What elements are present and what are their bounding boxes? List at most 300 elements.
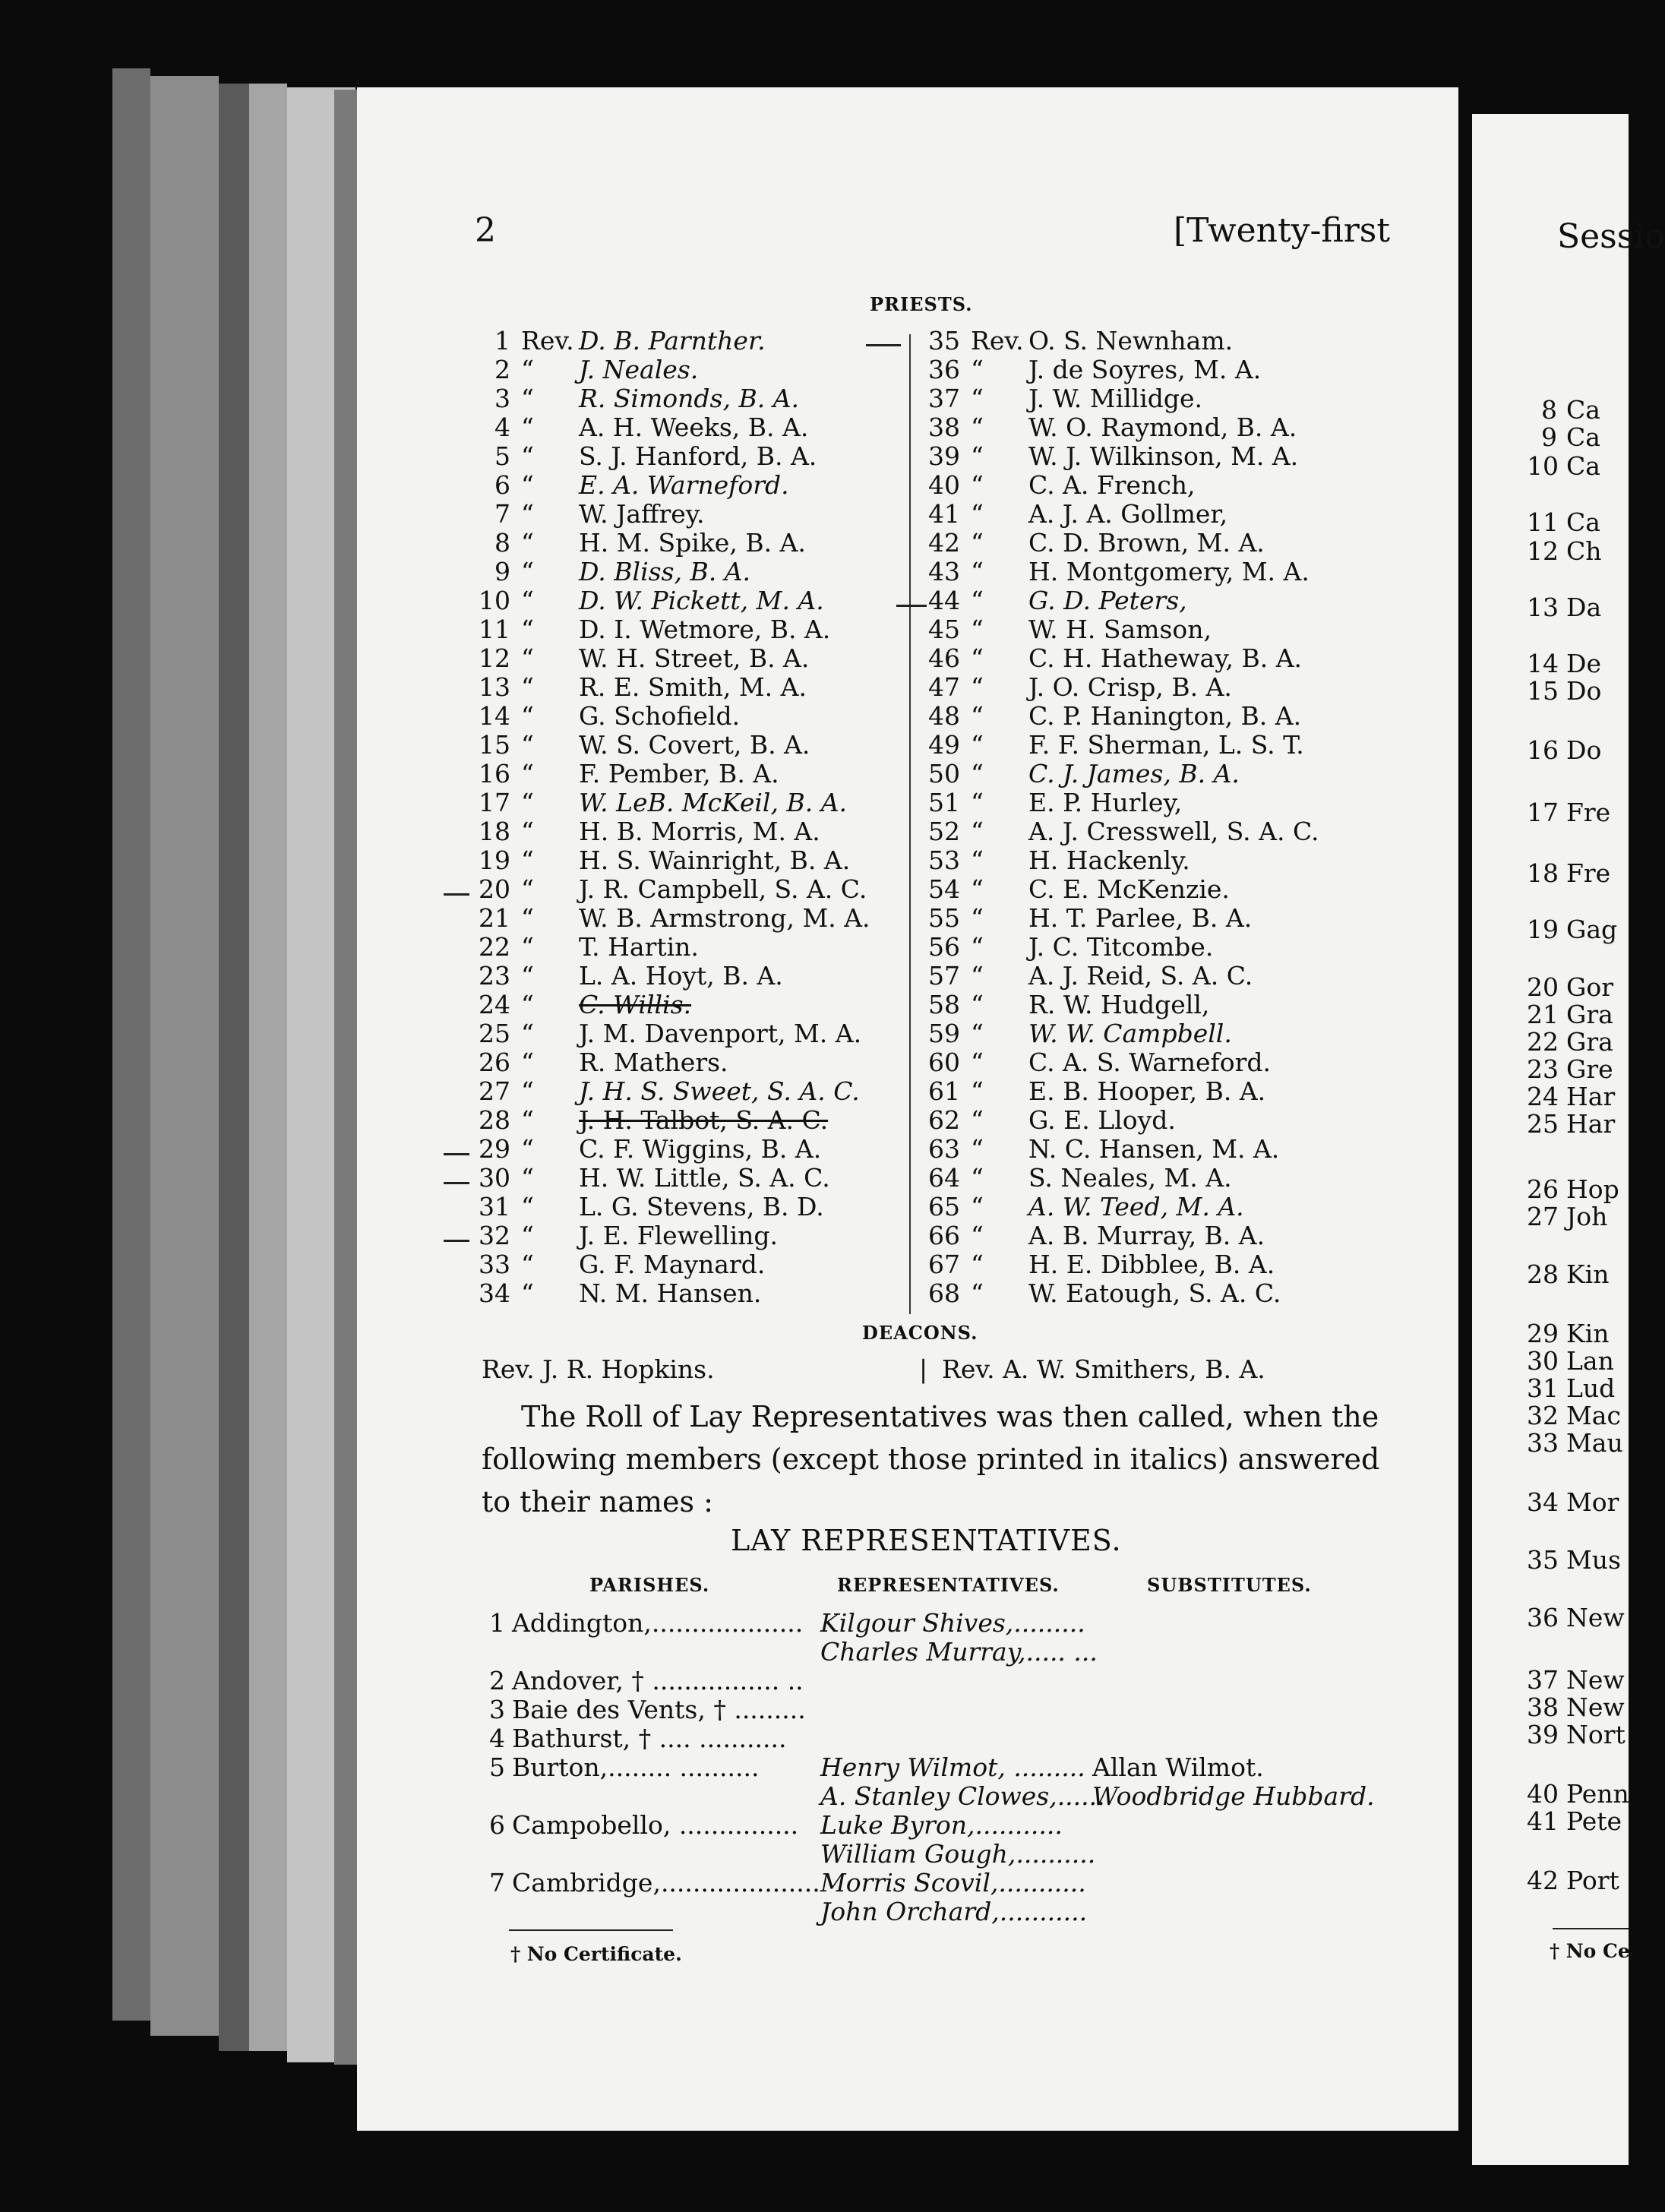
entry-name: W. B. Armstrong, M. A. — [579, 903, 870, 933]
right-page-row — [1527, 1720, 1626, 1749]
right-row-text: De — [1566, 649, 1601, 678]
right-page-row — [1527, 1401, 1621, 1430]
priest-entry — [921, 1077, 1319, 1106]
entry-title: “ — [521, 903, 534, 933]
right-page-row — [1527, 1373, 1615, 1403]
entry-number: 37 — [928, 384, 960, 413]
entry-name: C. J. James, B. A. — [1028, 759, 1240, 788]
entry-number: 41 — [928, 499, 960, 529]
book-edge — [112, 68, 150, 2021]
right-row-number: 24 — [1527, 1082, 1559, 1111]
entry-number: 51 — [928, 788, 960, 817]
lay-parish: Bathurst, † .... ........... — [512, 1724, 787, 1753]
right-row-text: Ch — [1566, 536, 1602, 566]
entry-name: A. J. Cresswell, S. A. C. — [1028, 817, 1319, 846]
entry-title: “ — [521, 817, 534, 846]
running-head: [Twenty-first — [1174, 211, 1391, 250]
right-page-row — [1527, 1202, 1607, 1231]
right-row-number: 33 — [1527, 1428, 1559, 1458]
entry-title: Rev. — [521, 326, 574, 356]
entry-title: “ — [521, 672, 534, 702]
entry-title: “ — [521, 874, 534, 904]
entry-name: J. de Soyres, M. A. — [1028, 355, 1262, 384]
lay-parish: Baie des Vents, † ......... — [512, 1695, 806, 1724]
entry-title: “ — [971, 845, 984, 875]
priest-entry — [471, 356, 870, 384]
entry-title: “ — [971, 817, 984, 846]
entry-number: 31 — [479, 1192, 510, 1221]
priest-entry — [921, 760, 1319, 788]
right-row-text: Kin — [1566, 1259, 1610, 1289]
right-page-row — [1527, 676, 1601, 706]
entry-number: 10 — [479, 586, 510, 615]
priest-entry — [921, 875, 1319, 904]
entry-name: A. J. Reid, S. A. C. — [1028, 961, 1253, 991]
lay-number: 3 — [489, 1695, 505, 1724]
book-edge — [150, 76, 219, 2036]
entry-title: “ — [971, 355, 984, 384]
representatives-column-header: REPRESENTATIVES. — [837, 1574, 1060, 1596]
priest-entry — [471, 558, 870, 586]
entry-name: H. S. Wainright, B. A. — [579, 845, 851, 875]
priest-entry — [921, 1135, 1319, 1164]
entry-number: 55 — [928, 903, 960, 933]
entry-title: “ — [521, 961, 534, 991]
entry-number: 30 — [479, 1163, 510, 1193]
entry-title: “ — [971, 1134, 984, 1164]
right-row-number: 39 — [1527, 1720, 1559, 1749]
lay-representative: Kilgour Shives,......... — [820, 1608, 1085, 1638]
right-page-row — [1527, 1054, 1613, 1084]
entry-number: 28 — [479, 1105, 510, 1135]
entry-number: 15 — [479, 730, 510, 760]
entry-title: “ — [521, 932, 534, 962]
priest-entry — [921, 702, 1319, 731]
entry-title: “ — [521, 1163, 534, 1193]
pencil-mark — [866, 344, 901, 346]
entry-number: 1 — [494, 326, 510, 356]
priest-entry — [921, 615, 1319, 644]
right-page-row — [1527, 507, 1600, 537]
entry-name: J. H. S. Sweet, S. A. C. — [579, 1076, 860, 1106]
column-divider — [909, 334, 911, 1314]
lay-number: 2 — [489, 1666, 505, 1695]
entry-number: 20 — [479, 874, 510, 904]
entry-name: C. E. McKenzie. — [1028, 874, 1230, 904]
right-page-row — [1527, 1082, 1615, 1111]
entry-name: W. H. Street, B. A. — [579, 643, 810, 673]
entry-number: 67 — [928, 1250, 960, 1279]
entry-title: “ — [971, 1048, 984, 1077]
right-row-number: 22 — [1527, 1027, 1559, 1057]
lay-row — [471, 1753, 1458, 1782]
priest-entry — [921, 788, 1319, 817]
entry-number: 38 — [928, 412, 960, 442]
lay-row — [471, 1840, 1458, 1869]
priest-entry — [471, 788, 870, 817]
entry-name: S. J. Hanford, B. A. — [579, 441, 817, 471]
lay-representative: William Gough,.......... — [820, 1839, 1096, 1869]
right-row-text: Port — [1566, 1866, 1619, 1895]
entry-number: 54 — [928, 874, 960, 904]
entry-name: W. S. Covert, B. A. — [579, 730, 810, 760]
right-row-number: 8 — [1541, 395, 1557, 425]
entry-number: 18 — [479, 817, 510, 846]
priest-entry — [471, 1250, 870, 1279]
entry-number: 3 — [494, 384, 510, 413]
right-page-row — [1527, 1259, 1609, 1289]
entry-number: 58 — [928, 990, 960, 1019]
entry-number: 46 — [928, 643, 960, 673]
entry-name: L. G. Stevens, B. D. — [579, 1192, 824, 1221]
entry-title: “ — [521, 1048, 534, 1077]
pencil-mark — [444, 1240, 469, 1242]
right-row-number: 38 — [1527, 1692, 1559, 1722]
right-row-text: Har — [1566, 1082, 1616, 1111]
entry-number: 11 — [479, 615, 510, 644]
right-row-text: Da — [1566, 592, 1602, 622]
deacon-separator: | — [919, 1354, 928, 1384]
right-page-row — [1527, 1806, 1622, 1836]
entry-number: 43 — [928, 557, 960, 586]
entry-name: H. E. Dibblee, B. A. — [1028, 1250, 1275, 1279]
entry-number: 2 — [494, 355, 510, 384]
entry-name: D. B. Parnther. — [579, 326, 766, 356]
paragraph-line: to their names : — [482, 1485, 713, 1518]
priest-entry — [921, 1048, 1319, 1077]
entry-title: “ — [521, 1192, 534, 1221]
lay-number: 1 — [489, 1608, 505, 1638]
entry-title: “ — [971, 1192, 984, 1221]
priest-entry — [921, 586, 1319, 615]
lay-substitute: Woodbridge Hubbard. — [1092, 1781, 1375, 1811]
entry-name: E. B. Hooper, B. A. — [1028, 1076, 1266, 1106]
right-row-text: Gor — [1566, 972, 1614, 1002]
entry-title: “ — [971, 384, 984, 413]
entry-title: “ — [971, 788, 984, 817]
entry-number: 65 — [928, 1192, 960, 1221]
entry-number: 47 — [928, 672, 960, 702]
entry-title: “ — [971, 643, 984, 673]
lay-representatives-list — [471, 1609, 1458, 1926]
entry-name: A. H. Weeks, B. A. — [579, 412, 809, 442]
priest-entry — [921, 327, 1319, 356]
right-row-text: Gra — [1566, 1027, 1613, 1057]
entry-name: C. A. French, — [1028, 470, 1196, 500]
lay-row — [471, 1667, 1458, 1695]
right-row-number: 15 — [1527, 676, 1559, 706]
right-row-text: Lud — [1566, 1373, 1616, 1403]
right-row-text: Ca — [1566, 507, 1600, 537]
lay-row — [471, 1869, 1458, 1898]
entry-name: J. E. Flewelling. — [579, 1221, 779, 1250]
entry-title: “ — [971, 1250, 984, 1279]
right-row-text: New — [1566, 1603, 1625, 1632]
right-row-number: 17 — [1527, 798, 1559, 827]
entry-name: N. C. Hansen, M. A. — [1028, 1134, 1280, 1164]
entry-name: O. S. Newnham. — [1028, 326, 1234, 356]
entry-title: “ — [521, 586, 534, 615]
entry-title: “ — [521, 1134, 534, 1164]
entry-name: W. H. Samson, — [1028, 615, 1212, 644]
entry-title: “ — [971, 932, 984, 962]
priest-entry — [471, 875, 870, 904]
entry-title: “ — [521, 384, 534, 413]
entry-name: C. D. Brown, M. A. — [1028, 528, 1265, 558]
entry-number: 8 — [494, 528, 510, 558]
lay-substitute: Allan Wilmot. — [1092, 1752, 1264, 1782]
priest-entry — [471, 471, 870, 500]
entry-title: “ — [971, 586, 984, 615]
entry-name: C. H. Hatheway, B. A. — [1028, 643, 1303, 673]
pencil-mark — [444, 893, 469, 896]
entry-number: 33 — [479, 1250, 510, 1279]
priests-left-column — [471, 327, 870, 1308]
entry-title: “ — [521, 1019, 534, 1048]
entry-name: A. B. Murray, B. A. — [1028, 1221, 1265, 1250]
lay-representative: Charles Murray,..... ... — [820, 1637, 1098, 1667]
entry-name: J. H. Talbot, S. A. C. — [579, 1105, 829, 1135]
right-page-row — [1527, 1174, 1619, 1204]
right-row-text: Do — [1566, 676, 1602, 706]
entry-name: F. Pember, B. A. — [579, 759, 779, 788]
entry-number: 9 — [494, 557, 510, 586]
right-page-header: Sessio — [1557, 217, 1665, 256]
entry-number: 26 — [479, 1048, 510, 1077]
right-page-row — [1527, 1487, 1619, 1517]
priest-entry — [471, 962, 870, 991]
entry-name: R. E. Smith, M. A. — [579, 672, 807, 702]
entry-name: W. O. Raymond, B. A. — [1028, 412, 1297, 442]
entry-title: “ — [971, 1221, 984, 1250]
entry-name: R. Simonds, B. A. — [579, 384, 799, 413]
entry-number: 49 — [928, 730, 960, 760]
priest-entry — [921, 933, 1319, 962]
right-row-number: 41 — [1527, 1806, 1559, 1836]
entry-name: C. A. S. Warneford. — [1028, 1048, 1272, 1077]
right-footnote-rule — [1553, 1928, 1629, 1929]
entry-title: “ — [521, 441, 534, 471]
entry-title: “ — [521, 1221, 534, 1250]
entry-number: 34 — [479, 1278, 510, 1308]
priest-entry — [921, 1164, 1319, 1193]
priest-entry — [471, 1164, 870, 1193]
priest-entry — [921, 1250, 1319, 1279]
right-row-text: Do — [1566, 735, 1602, 765]
entry-number: 32 — [479, 1221, 510, 1250]
entry-number: 68 — [928, 1278, 960, 1308]
paragraph-line: The Roll of Lay Representatives was then called, when the — [521, 1400, 1379, 1433]
entry-number: 36 — [928, 355, 960, 384]
lay-row — [471, 1898, 1458, 1926]
deacon-right: Rev. A. W. Smithers, B. A. — [942, 1354, 1265, 1384]
entry-number: 39 — [928, 441, 960, 471]
entry-title: “ — [971, 499, 984, 529]
entry-name: C. F. Wiggins, B. A. — [579, 1134, 822, 1164]
priest-entry — [471, 644, 870, 673]
priest-entry — [471, 846, 870, 875]
lay-representatives-title: LAY REPRESENTATIVES. — [731, 1524, 1122, 1557]
entry-number: 12 — [479, 643, 510, 673]
entry-title: “ — [971, 1163, 984, 1193]
lay-number: 4 — [489, 1724, 505, 1753]
entry-title: “ — [521, 528, 534, 558]
priest-entry — [471, 673, 870, 702]
right-row-number: 13 — [1527, 592, 1559, 622]
book-edge — [249, 84, 287, 2051]
entry-name: H. M. Spike, B. A. — [579, 528, 806, 558]
priest-entry — [921, 442, 1319, 471]
right-row-number: 31 — [1527, 1373, 1559, 1403]
priest-entry — [921, 1019, 1319, 1048]
entry-name: G. D. Peters, — [1028, 586, 1187, 615]
priest-entry — [471, 702, 870, 731]
right-row-text: Mus — [1566, 1545, 1621, 1575]
entry-number: 44 — [928, 586, 960, 615]
right-row-number: 16 — [1527, 735, 1559, 765]
right-page-row — [1527, 915, 1617, 944]
right-page-row — [1527, 1346, 1614, 1376]
entry-name: H. B. Morris, M. A. — [579, 817, 820, 846]
priest-entry — [921, 529, 1319, 558]
priest-entry — [471, 615, 870, 644]
entry-name: H. Hackenly. — [1028, 845, 1190, 875]
priest-entry — [471, 1077, 870, 1106]
right-row-text: Nort — [1566, 1720, 1626, 1749]
footnote: † No Certificate. — [510, 1943, 682, 1965]
entry-title: “ — [971, 1105, 984, 1135]
right-row-number: 40 — [1527, 1779, 1559, 1809]
lay-row — [471, 1782, 1458, 1811]
entry-number: 45 — [928, 615, 960, 644]
right-row-text: Lan — [1566, 1346, 1614, 1376]
right-row-number: 32 — [1527, 1401, 1559, 1430]
entry-title: “ — [971, 470, 984, 500]
lay-parish: Cambridge,.................... — [512, 1868, 820, 1898]
entry-number: 6 — [494, 470, 510, 500]
right-page-row — [1527, 1000, 1613, 1029]
priest-entry — [921, 356, 1319, 384]
right-row-text: Ca — [1566, 451, 1600, 481]
right-row-text: Joh — [1566, 1202, 1608, 1231]
entry-title: “ — [521, 1250, 534, 1279]
right-row-text: Pete — [1566, 1806, 1622, 1836]
entry-number: 60 — [928, 1048, 960, 1077]
entry-title: “ — [971, 759, 984, 788]
lay-row — [471, 1724, 1458, 1753]
entry-title: “ — [521, 643, 534, 673]
entry-title: “ — [971, 1019, 984, 1048]
lay-representative: John Orchard,........... — [820, 1897, 1088, 1926]
entry-number: 22 — [479, 932, 510, 962]
lay-representative: Henry Wilmot, ......... — [820, 1752, 1085, 1782]
paragraph-line: following members (except those printed in italics) answered — [482, 1443, 1380, 1476]
entry-number: 16 — [479, 759, 510, 788]
book-edge — [219, 84, 249, 2051]
entry-name: W. J. Wilkinson, M. A. — [1028, 441, 1299, 471]
footnote-rule — [509, 1929, 673, 1931]
entry-title: “ — [971, 903, 984, 933]
entry-name: J. C. Titcombe. — [1028, 932, 1214, 962]
entry-number: 5 — [494, 441, 510, 471]
priest-entry — [471, 1106, 870, 1135]
priest-entry — [471, 586, 870, 615]
entry-number: 48 — [928, 701, 960, 731]
entry-title: “ — [521, 1278, 534, 1308]
priest-entry — [921, 413, 1319, 442]
entry-name: C. Willis. — [579, 990, 692, 1019]
right-page-row — [1527, 1319, 1609, 1348]
entry-title: “ — [521, 557, 534, 586]
priest-entry — [471, 413, 870, 442]
right-row-number: 25 — [1527, 1109, 1559, 1139]
right-row-number: 21 — [1527, 1000, 1559, 1029]
entry-name: C. P. Hanington, B. A. — [1028, 701, 1302, 731]
right-row-number: 11 — [1527, 507, 1559, 537]
entry-title: “ — [521, 845, 534, 875]
priest-entry — [921, 1279, 1319, 1308]
right-row-number: 30 — [1527, 1346, 1559, 1376]
right-page-row — [1527, 1428, 1623, 1458]
right-page-row — [1527, 1779, 1629, 1809]
entry-number: 56 — [928, 932, 960, 962]
right-row-text: Ca — [1566, 422, 1600, 452]
entry-name: D. Bliss, B. A. — [579, 557, 751, 586]
priest-entry — [921, 846, 1319, 875]
right-row-text: New — [1566, 1665, 1625, 1695]
entry-title: “ — [971, 961, 984, 991]
entry-name: W. W. Campbell. — [1028, 1019, 1232, 1048]
entry-name: S. Neales, M. A. — [1028, 1163, 1232, 1193]
priests-right-column — [921, 327, 1319, 1308]
lay-representative: Luke Byron,........... — [820, 1810, 1063, 1840]
lay-parish: Burton,........ .......... — [512, 1752, 760, 1782]
right-footnote: † No Ce — [1550, 1940, 1630, 1962]
lay-row — [471, 1609, 1458, 1638]
right-row-number: 35 — [1527, 1545, 1559, 1575]
priest-entry — [471, 1193, 870, 1221]
lay-parish: Campobello, ............... — [512, 1810, 799, 1840]
right-row-number: 20 — [1527, 972, 1559, 1002]
right-row-text: Kin — [1566, 1319, 1610, 1348]
right-row-number: 23 — [1527, 1054, 1559, 1084]
entry-name: W. Eatough, S. A. C. — [1028, 1278, 1281, 1308]
entry-name: W. Jaffrey. — [579, 499, 705, 529]
priest-entry — [471, 529, 870, 558]
entry-name: J. R. Campbell, S. A. C. — [579, 874, 867, 904]
right-row-text: Ca — [1566, 395, 1600, 425]
entry-title: “ — [521, 701, 534, 731]
entry-title: “ — [971, 730, 984, 760]
deacon-left: Rev. J. R. Hopkins. — [482, 1354, 715, 1384]
entry-name: R. W. Hudgell, — [1028, 990, 1210, 1019]
entry-title: “ — [521, 1105, 534, 1135]
entry-name: J. Neales. — [579, 355, 699, 384]
right-row-text: Fre — [1566, 858, 1611, 888]
priest-entry — [471, 991, 870, 1019]
priests-heading: PRIESTS. — [870, 293, 973, 315]
entry-title: “ — [521, 355, 534, 384]
priest-entry — [921, 384, 1319, 413]
priest-entry — [921, 644, 1319, 673]
right-row-number: 42 — [1527, 1866, 1559, 1895]
lay-row — [471, 1695, 1458, 1724]
right-row-number: 27 — [1527, 1202, 1559, 1231]
right-row-text: Fre — [1566, 798, 1611, 827]
priest-entry — [471, 817, 870, 846]
entry-title: “ — [971, 672, 984, 702]
right-row-number: 19 — [1527, 915, 1559, 944]
